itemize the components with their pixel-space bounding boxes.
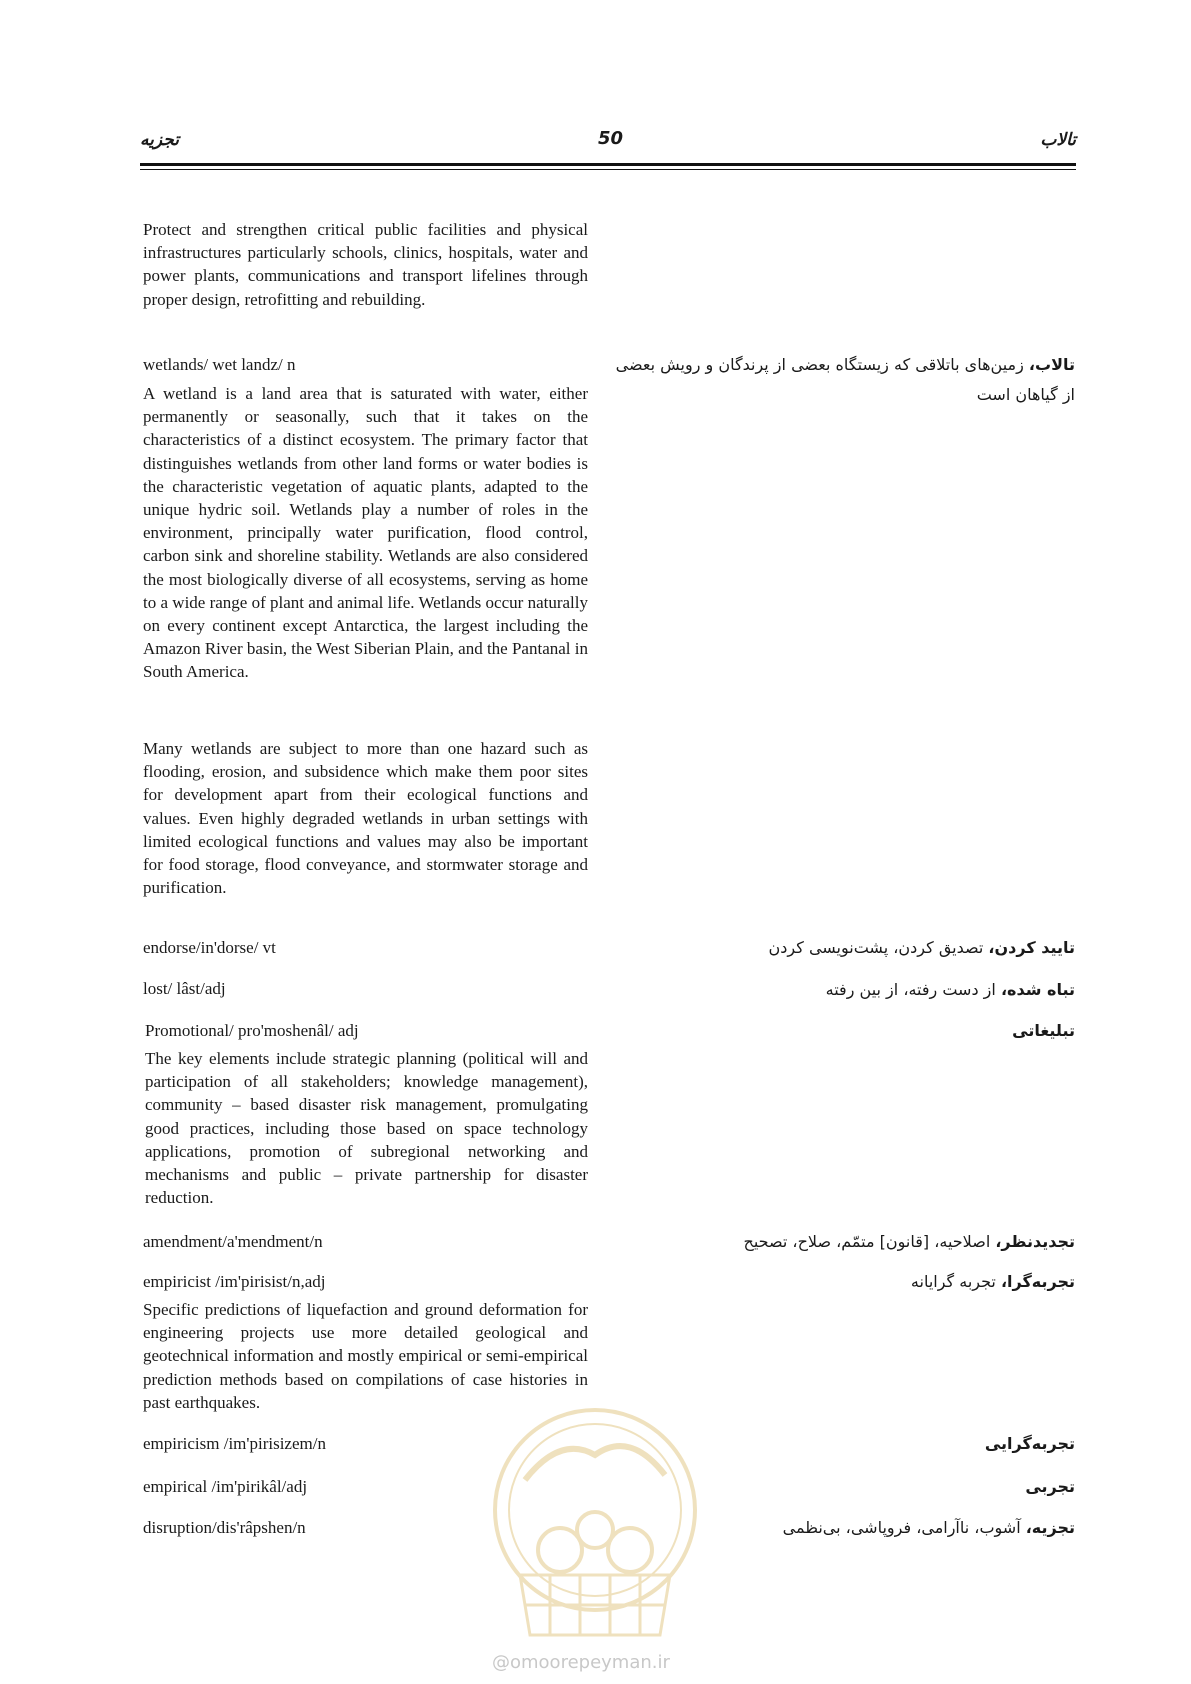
fa-entry-tabah [605, 975, 1075, 1005]
entry-wetlands: wetlands/ wet landz/ n [143, 355, 296, 374]
fa-def-tajdid: اصلاحیه، [قانون] متمّم، صلاح، تصحیح [743, 1232, 996, 1251]
fa-def-tabah: از دست رفته، از بین رفته [825, 980, 1001, 999]
entry-endorse: endorse/in'dorse/ vt [143, 938, 276, 957]
fa-def-tajzie: آشوب، ناآرامی، فروپاشی، بی‌نظمی [782, 1518, 1026, 1537]
fa-entry-tajdid [605, 1227, 1075, 1257]
watermark-logo [470, 1400, 720, 1670]
page-header [140, 120, 1076, 160]
fa-term-tajzie: تجزیه، [1025, 1518, 1075, 1537]
fa-entry-tajrobegara [605, 1267, 1075, 1297]
watermark-url: @omoorepeyman.ir [492, 1652, 670, 1673]
fa-def-tayid: تصدیق کردن، پشت‌نویسی کردن [768, 938, 989, 957]
header-left-term: تجزیه [140, 130, 179, 150]
building-icon [577, 1512, 613, 1548]
paragraph-protect: Protect and strengthen critical public facilities and physical infrastructures particularly schools, clinics, hospitals, water and power plants, communications and transport lifelines through proper design, retrofitting and rebuilding. [143, 220, 588, 309]
header-rule-thick [140, 163, 1076, 166]
fa-entry-tayid [605, 933, 1075, 963]
fa-term-tajrobi: تجربی [1025, 1477, 1075, 1496]
entry-lost: lost/ lâst/adj [143, 979, 226, 998]
fa-term-tablighati: تبلیغاتی [1012, 1021, 1075, 1040]
fa-term-talab: تالاب، [1028, 355, 1075, 374]
fa-term-tajdid: تجدیدنظر، [995, 1232, 1075, 1251]
entry-disruption: disruption/dis'râpshen/n [143, 1518, 306, 1537]
entry-amendment: amendment/a'mendment/n [143, 1232, 323, 1251]
gear-icon [608, 1528, 652, 1572]
fa-entry-talab [605, 350, 1075, 410]
fa-term-tayid: تایید کردن، [988, 938, 1075, 957]
gear-icon [538, 1528, 582, 1572]
fa-term-tajrobegara: تجربه‌گرا، [1000, 1272, 1075, 1291]
entry-empiricism: empiricism /im'pirisizem/n [143, 1434, 326, 1453]
paragraph-key-elements: The key elements include strategic planning (political will and participation of all stakeholders; knowledge management), community – based disaster risk management, promulgating good practices, including those based on space technology applications, promotion of subregional networking and mechanisms and public – private partnership for disaster reduction. [145, 1049, 588, 1208]
fa-def-tajrobegara: تجربه گرایانه [910, 1272, 1001, 1291]
entry-promotional: Promotional/ pro'moshenâl/ adj [145, 1021, 359, 1040]
watermark-script-stroke [525, 1446, 665, 1480]
paragraph-wetland-hazards: Many wetlands are subject to more than one hazard such as flooding, erosion, and subsidence which make them poor sites for development apart from their ecological functions and values. Even highly degraded wetlands in urban settings with limited ecological functions and values may also be important for food storage, flood conveyance, and stormwater storage and purification. [143, 739, 588, 898]
header-rule-thin [140, 169, 1076, 170]
entry-empiricist: empiricist /im'pirisist/n,adj [143, 1272, 326, 1291]
watermark-grid-lines [525, 1575, 665, 1635]
entry-empirical: empirical /im'pirikâl/adj [143, 1477, 308, 1496]
fa-term-tabah: تباه شده، [1000, 980, 1075, 999]
header-right-term: تالاب [1040, 130, 1076, 150]
page-number: 50 [598, 128, 624, 149]
fa-entry-tablighati [605, 1016, 1075, 1046]
paragraph-specific-predictions: Specific predictions of liquefaction and ground deformation for engineering projects use more detailed geological and geotechnical information and mostly empirical or semi-empirical prediction methods based on compilations of case histories in past earthquakes. [143, 1300, 588, 1412]
fa-term-tajrobegarai: تجربه‌گرایی [984, 1434, 1075, 1453]
paragraph-wetland-definition: A wetland is a land area that is saturated with water, either permanently or seasonally, such that it takes on the characteristics of a distinct ecosystem. The primary factor that distinguishes wetlands from other land forms or water bodies is the characteristic vegetation of aquatic plants, adapted to the unique hydric soil. Wetlands play a number of roles in the environment, principally water purification, flood control, carbon sink and shoreline stability. Wetlands are also considered the most biologically diverse of all ecosystems, serving as home to a wide range of plant and animal life. Wetlands occur naturally on every continent except Antarctica, the largest including the Amazon River basin, the West Siberian Plain, and the Pantanal in South America. [143, 384, 588, 682]
fa-def-talab: زمین‌های باتلاقی که زیستگاه بعضی از پرندگان و رویش بعضی از گیاهان است [615, 355, 1075, 404]
